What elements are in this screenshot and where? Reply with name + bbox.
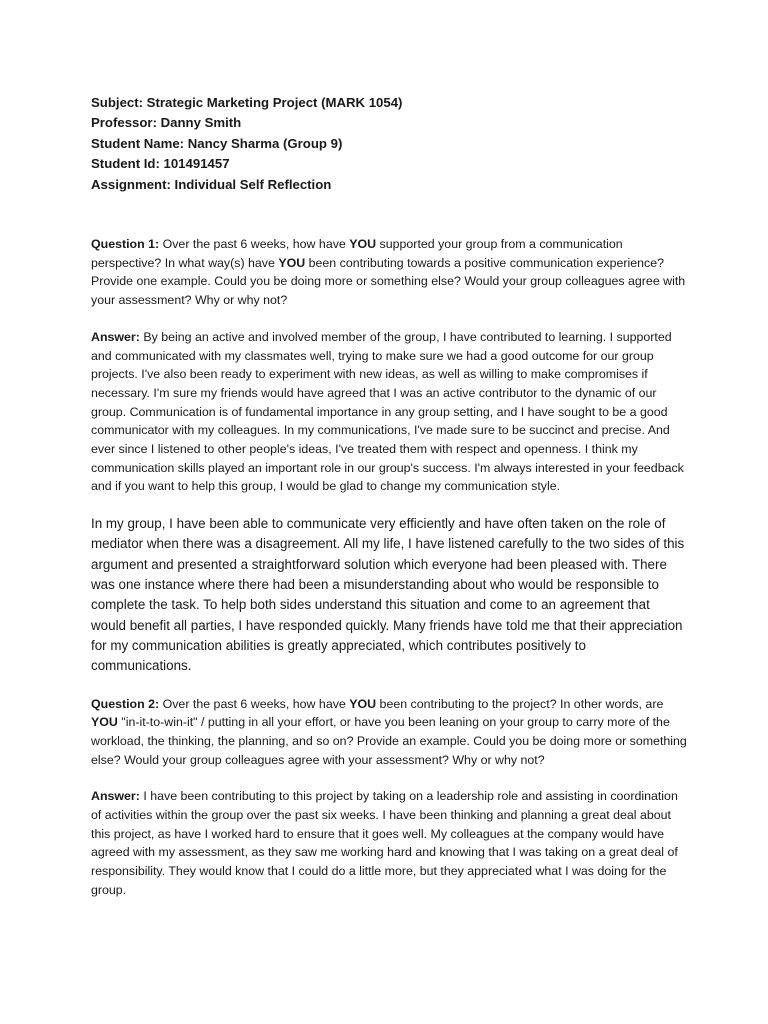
question-2 [91, 695, 687, 770]
question-2-text-b: been contributing to the project? In other words, are [376, 696, 664, 711]
answer-2 [91, 787, 687, 899]
student-name-line: Student Name: Nancy Sharma (Group 9) [91, 135, 343, 151]
document-header [91, 93, 687, 195]
question-1-text-a: Over the past 6 weeks, how have [159, 237, 350, 252]
assignment-line: Assignment: Individual Self Reflection [91, 176, 332, 192]
question-1-text-b: supported your group from a communication perspective? In what way(s) have [91, 237, 623, 270]
answer-2-label: Answer: [91, 789, 140, 804]
question-2-text-c: "in-it-to-win-it" / putting in all your effort, or have you been leaning on your group to carry more of the workload, the thinking, the planning, and so on? Provide an example. Could you be doing more or something else? Would your group colleagues agree with your assessment? Why or why not? [91, 715, 687, 767]
question-2-emphasis-you: YOU [349, 696, 377, 711]
question-2-emphasis-you-2: YOU [91, 715, 118, 730]
question-1-emphasis-you: YOU [349, 237, 377, 252]
student-id-line: Student Id: 101491457 [91, 156, 230, 172]
answer-1-label: Answer: [91, 329, 140, 344]
document-body [91, 93, 687, 900]
question-2-text-a: Over the past 6 weeks, how have [159, 696, 350, 711]
question-2-label: Question 2: [91, 696, 160, 711]
professor-line: Professor: Danny Smith [91, 115, 242, 131]
question-1 [91, 235, 687, 310]
question-1-label: Question 1: [91, 237, 160, 252]
answer-1 [91, 328, 687, 496]
question-1-emphasis-you-2: YOU [278, 255, 306, 270]
answer-1-continued: In my group, I have been able to communicate very efficiently and have often taken on the role of mediator when there was a disagreement. All my life, I have listened carefully to the two sides of this argument and presented a straightforward solution which everyone had been pleased with. There was one instance where there had been a misunderstanding about who would be responsible to complete the task. To help both sides understand this situation and come to an agreement that would benefit all parties, I have responded quickly. Many friends have told me that their appreciation for my communication abilities is greatly appreciated, which contributes positively to communications. [91, 516, 685, 674]
answer-2-text: I have been contributing to this project by taking on a leadership role and assisting in coordination of activities within the group over the past six weeks. I have been thinking and planning a great deal about this project, as have I worked hard to ensure that it goes well. My colleagues at the company would have agreed with my assessment, as they saw me working hard and knowing that I was taking on a great deal of responsibility. They would know that I could do a little more, but they appreciated what I was doing for the group. [91, 789, 678, 897]
answer-1-text: By being an active and involved member of the group, I have contributed to learning. I supported and communicated with my classmates well, trying to make sure we had a good outcome for our group projects. I've also been ready to experiment with new ideas, as well as willing to make compromises if necessary. I'm sure my friends would have agreed that I was an active contributor to the dynamic of our group. Communication is of fundamental importance in any group setting, and I have sought to be a good communicator with my colleagues. In my communications, I've made sure to be succinct and precise. And ever since I listened to other people's ideas, I've treated them with respect and openness. I think my communication skills played an important role in our group's success. I'm always interested in your feedback and if you want to help this group, I would be glad to change my communication style. [91, 329, 684, 494]
subject-line: Subject: Strategic Marketing Project (MARK 1054) [91, 95, 403, 110]
question-1-text-c: been contributing towards a positive communication experience? Provide one example. Could you be doing more or something else? Would your group colleagues agree with your assessment? Why or why not? [91, 255, 686, 308]
